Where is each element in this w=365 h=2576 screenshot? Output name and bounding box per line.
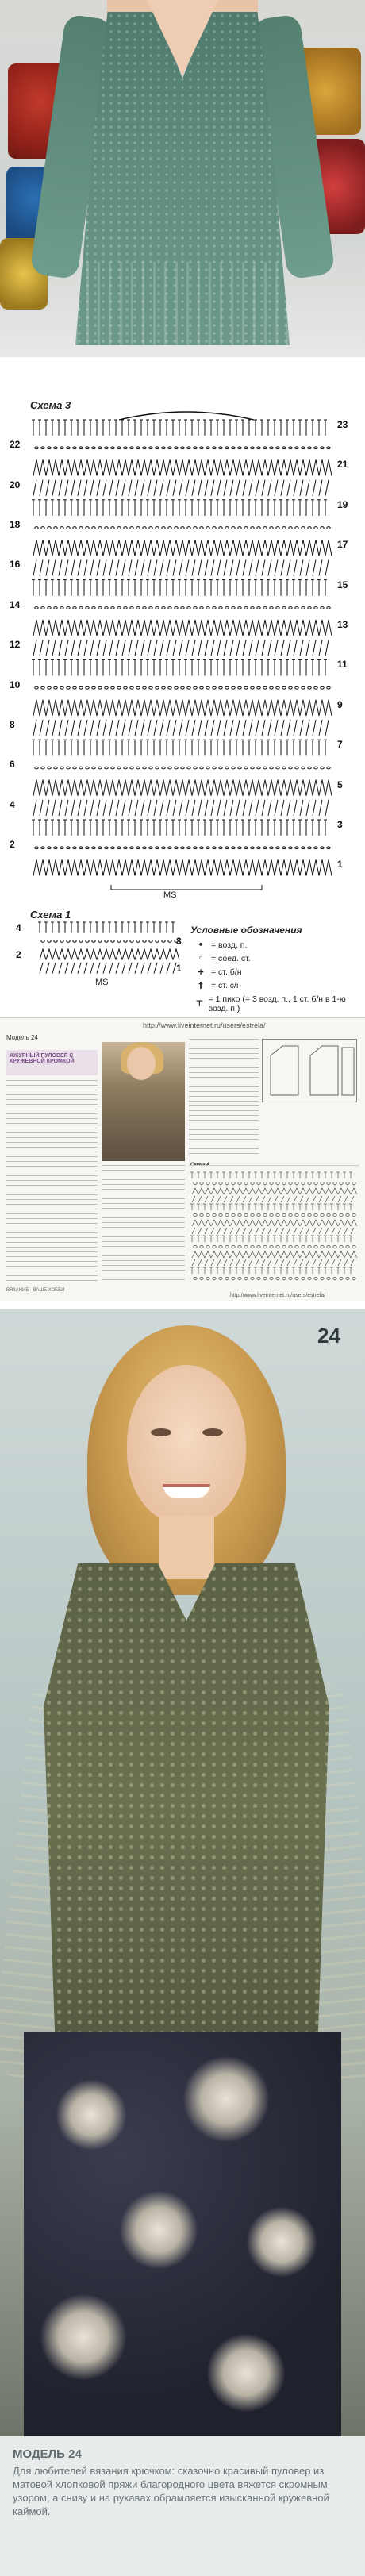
magazine-size-diagram — [262, 1039, 357, 1102]
scheme3-row-number: 5 — [337, 779, 343, 790]
scheme1-chart — [32, 919, 190, 982]
scheme3-row-number: 21 — [337, 459, 348, 471]
scheme1-row-number: 4 — [16, 922, 21, 933]
model-smile — [163, 1484, 210, 1498]
scheme3-row-number: 4 — [10, 798, 15, 810]
magazine-page — [0, 1017, 365, 1301]
scheme1-row-number: 3 — [176, 936, 182, 947]
caption-text: Для любителей вязания крючком: сказочно красивый пуловер из матовой хлопковой пряжи благородного цвета вяжется скромным узором, а снизу и на рукавах обрамляется изысканной кружевной каймой. — [13, 2465, 329, 2517]
magazine-text-col-2 — [102, 1165, 185, 1282]
tunic-photo — [0, 0, 365, 357]
scheme3-row-number: 13 — [337, 619, 348, 630]
legend-title: Условные обозначения — [190, 925, 302, 936]
skirt-flower — [182, 2055, 270, 2143]
legend-symbol: ◦ — [198, 954, 204, 963]
legend-symbol: ⊤ — [195, 999, 204, 1009]
scheme1-row-number: 2 — [16, 949, 21, 960]
scheme3-row-number: 18 — [10, 519, 21, 530]
tunic-hem — [75, 262, 290, 345]
model-face — [127, 1365, 246, 1524]
magazine-mini-chart — [189, 1165, 359, 1292]
legend-row — [190, 967, 357, 977]
size-diagram-svg — [263, 1040, 356, 1102]
watermark-bottom[interactable]: http://www.liveinternet.ru/users/estrela/ — [230, 1293, 326, 1298]
legend-text: = ст. с/н — [211, 981, 241, 990]
skirt-flower — [246, 2206, 317, 2278]
scheme3-row-number: 10 — [10, 679, 21, 690]
chart-legend — [190, 925, 357, 1017]
skirt-flower — [56, 2079, 127, 2151]
skirt-flower — [119, 2190, 198, 2270]
scheme3-row-number: 3 — [337, 819, 343, 830]
scheme1-row-number: 1 — [176, 963, 182, 974]
legend-symbol: + — [197, 967, 205, 977]
mini-chart-svg — [189, 1166, 359, 1285]
magazine-model-face — [127, 1047, 156, 1080]
caption-title: МОДЕЛЬ 24 — [13, 2447, 82, 2461]
caption-block — [0, 2436, 365, 2576]
scheme3-row-number: 7 — [337, 739, 343, 751]
scheme3-row-number: 1 — [337, 859, 343, 871]
legend-row — [190, 981, 357, 990]
magazine-pink-block: АЖУРНЫЙ ПУЛОВЕР С КРУЖЕВНОЙ КРОМКОЙ — [6, 1050, 98, 1075]
model-24-photo — [0, 1309, 365, 2436]
legend-text: = соед. ст. — [211, 954, 251, 963]
scheme3-ms-label: MS — [163, 890, 177, 900]
model-eye-left — [151, 1428, 171, 1436]
scheme3-row-number: 19 — [337, 498, 348, 510]
scheme3-row-number: 2 — [10, 839, 15, 851]
scheme3-row-number: 17 — [337, 539, 348, 551]
legend-row — [190, 940, 357, 950]
scheme3-row-number: 12 — [10, 639, 21, 651]
magazine-text-col-3 — [189, 1039, 259, 1158]
skirt-flower — [40, 2293, 127, 2381]
scheme3-row-number: 9 — [337, 698, 343, 710]
magazine-chart-title: Схема 4 — [190, 1163, 209, 1167]
scheme3-row-number: 20 — [10, 479, 21, 490]
model-eye-right — [202, 1428, 223, 1436]
watermark-top[interactable]: http://www.liveinternet.ru/users/estrela/ — [143, 1021, 266, 1029]
model-number: 24 — [317, 1324, 340, 1348]
scheme1-title: Схема 1 — [30, 909, 71, 921]
scheme3-row-number: 11 — [337, 659, 348, 671]
legend-text: = ст. б/н — [211, 967, 242, 977]
legend-symbol: • — [198, 940, 204, 950]
skirt-flower — [206, 2333, 286, 2413]
magazine-footer: ВЯЗАНИЕ - ВАШЕ ХОББИ — [6, 1288, 65, 1293]
legend-row — [190, 994, 357, 1013]
scheme3-row-number: 15 — [337, 579, 348, 590]
legend-row — [190, 954, 357, 963]
scheme3-row-number: 6 — [10, 759, 15, 771]
scheme3-row-number: 22 — [10, 439, 21, 451]
sweater-lace-pattern — [44, 1563, 329, 2040]
magazine-text-col-1 — [6, 1080, 98, 1282]
scheme3-row-number: 14 — [10, 598, 21, 610]
scheme3-row-number: 8 — [10, 719, 15, 730]
scheme3-row-number: 16 — [10, 559, 21, 571]
magazine-photo — [102, 1042, 185, 1161]
floral-skirt — [24, 2032, 341, 2436]
legend-text: = возд. п. — [211, 940, 248, 950]
scheme3-row-number: 23 — [337, 419, 348, 430]
legend-symbol: † — [198, 981, 203, 990]
scheme1-ms-label: MS — [95, 978, 109, 987]
scheme3-title: Схема 3 — [30, 399, 71, 411]
magazine-model-label: Модель 24 — [6, 1034, 38, 1041]
scheme3-chart — [0, 409, 365, 901]
legend-text: = 1 пико (= 3 возд. п., 1 ст. б/н в 1-ю возд. п.) — [208, 994, 346, 1013]
model-neck — [159, 1516, 214, 1579]
